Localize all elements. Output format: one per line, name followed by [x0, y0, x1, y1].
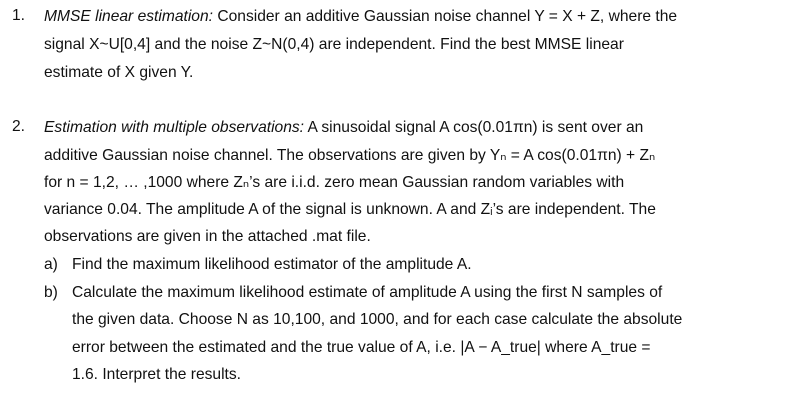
part-a-text: Find the maximum likelihood estimator of the amplitude A. [72, 256, 472, 273]
part-b-label: b) [44, 284, 58, 301]
problem-2-line-3: for n = 1,2, … ,1000 where Zₙ’s are i.i.d. zero mean Gaussian random variables with [44, 174, 625, 191]
problem-2-title: Estimation with multiple observations: [44, 119, 305, 136]
part-b-line-2: the given data. Choose N as 10,100, and 1000, and for each case calculate the absolute [72, 311, 683, 328]
problem-1-line-2: signal X~U[0,4] and the noise Z~N(0,4) are independent. Find the best MMSE linear [44, 36, 624, 53]
problem-2-line-2: additive Gaussian noise channel. The observations are given by Yₙ = A cos(0.01πn) + Zₙ [44, 147, 656, 164]
problem-1-title: MMSE linear estimation: [44, 8, 213, 25]
problem-1-line-1 [44, 7, 677, 27]
problem-2-line-1 [44, 118, 643, 138]
problem-1-line-1-text: Consider an additive Gaussian noise channel Y = X + Z, where the [217, 8, 678, 25]
part-b-line-1: Calculate the maximum likelihood estimate of amplitude A using the first N samples of [72, 284, 663, 301]
problem-2-line-1-text: A sinusoidal signal A cos(0.01πn) is sent over an [307, 119, 644, 136]
problem-1-number: 1. [12, 7, 26, 24]
problem-2-number: 2. [12, 118, 26, 135]
part-a-label: a) [44, 256, 58, 273]
problem-2-line-5: observations are given in the attached .mat file. [44, 228, 371, 245]
part-b-line-3: error between the estimated and the true value of A, i.e. |A − A_true| where A_true = [72, 339, 651, 356]
problem-1-line-3: estimate of X given Y. [44, 64, 194, 81]
part-b-line-4: 1.6. Interpret the results. [72, 366, 242, 383]
problem-2-line-4: variance 0.04. The amplitude A of the signal is unknown. A and Zᵢ’s are independent. The [44, 201, 656, 218]
